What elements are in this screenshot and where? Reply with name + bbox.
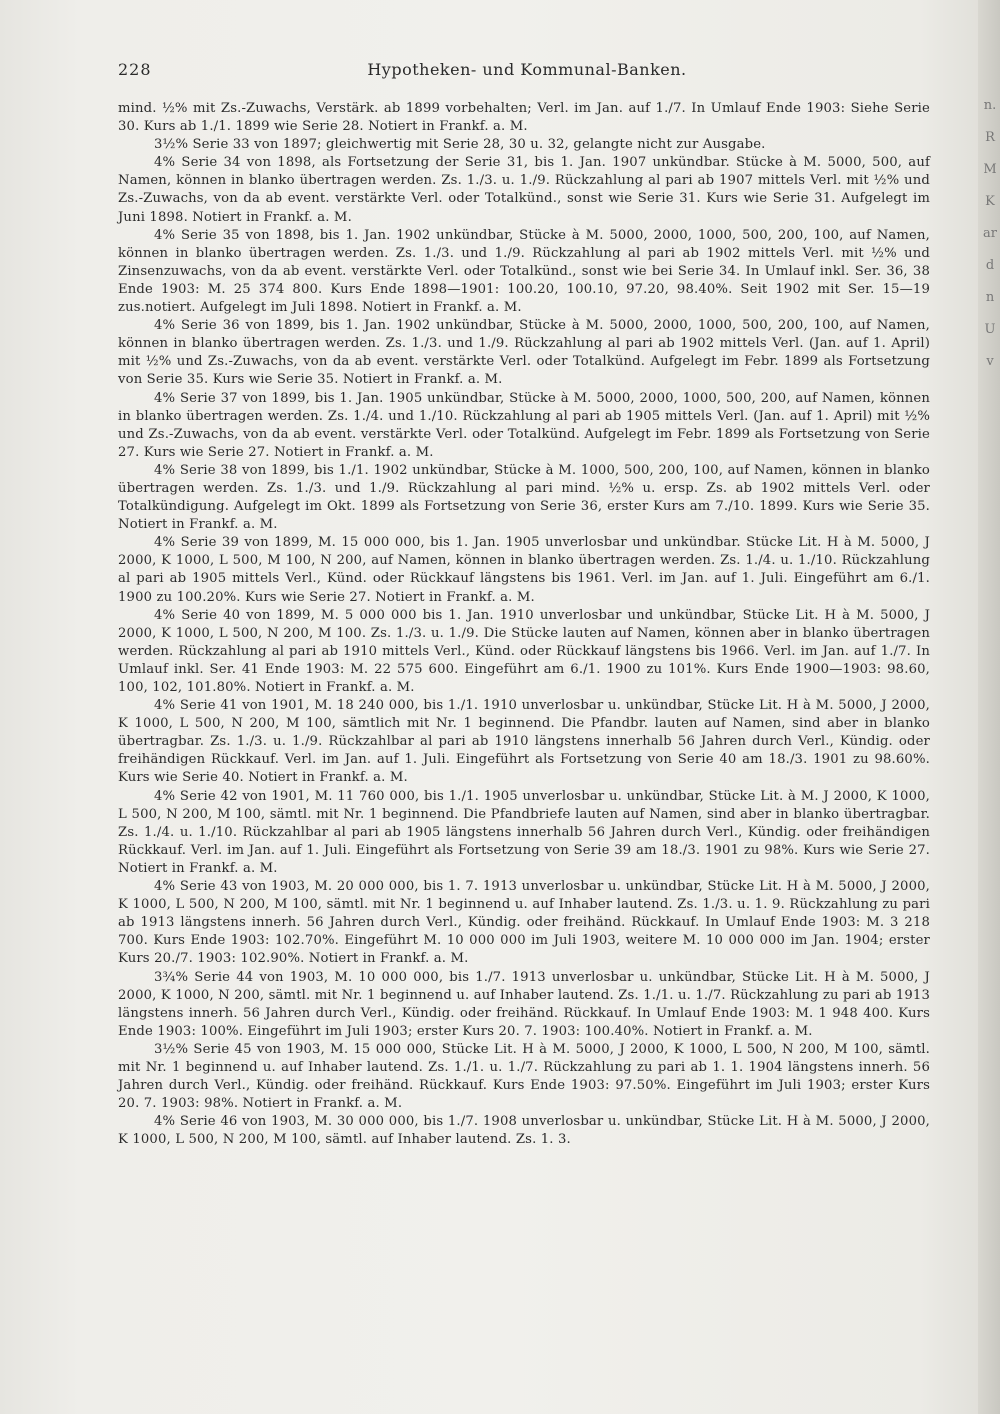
paragraph: 4% Serie 39 von 1899, M. 15 000 000, bis 1. Jan. 1905 unverlosbar und unkündbar. Stücke Lit. H à M. 5000, J 2000, K 1000, L 500, M 100, N 200, auf Namen, können in blanko übertragen werden. Zs. 1./4. u. 1./10. Rückzahlung al pari ab 1905 mittels Verl., Künd. oder Rückkauf längstens bis 1961. Verl. im Jan. auf 1. Juli. Eingeführt am 6./1. 1900 zu 100.20%. Kurs wie Serie 27. Notiert in Frankf. a. M. [118,535,930,605]
page-number: 228 [118,60,152,79]
paragraph: 4% Serie 41 von 1901, M. 18 240 000, bis 1./1. 1910 unverlosbar u. unkündbar, Stücke Lit. H à M. 5000, J 2000, K 1000, L 500, N 200, M 100, sämtlich mit Nr. 1 beginnend. Die Pfandbr. lauten auf Namen, sind aber in blanko übertragbar. Zs. 1./3. u. 1./9. Rückzahlbar al pari ab 1910 längstens innerhalb 56 Jahren durch Verl., Kündig. oder freihändigen Rückkauf. Verl. im Jan. auf 1. Juli. Eingeführt als Fortsetzung von Serie 40 am 18./3. 1901 zu 98.60%. Kurs wie Serie 40. Notiert in Frankf. a. M. [118,698,930,786]
page-header [118,60,936,86]
paragraph: 4% Serie 35 von 1898, bis 1. Jan. 1902 unkündbar, Stücke à M. 5000, 2000, 1000, 500, 200, 100, auf Namen, können in blanko übertragen werden. Zs. 1./3. und 1./9. Rückzahlung al pari ab 1902 mittels Verl. mit ½% und Zinsenzuwachs, von da ab event. verstärkte Verl. oder Totalkünd., sonst wie bei Serie 34. In Umlauf inkl. Ser. 36, 38 Ende 1903: M. 25 374 800. Kurs Ende 1898—1901: 100.20, 100.10, 97.20, 98.40%. Seit 1902 mit Ser. 15—19 zus.notiert. Aufgelegt im Juli 1898. Notiert in Frankf. a. M. [118,227,930,316]
edge-mark: M [983,162,997,177]
edge-mark: d [985,258,995,273]
paragraph: 4% Serie 34 von 1898, als Fortsetzung der Serie 31, bis 1. Jan. 1907 unkündbar. Stücke à M. 5000, 500, auf Namen, können in blanko übertragen werden. Zs. 1./3. u. 1./9. Rückzahlung al pari ab 1907 mittels Verl. mit ½% und Zs.-Zuwachs, von da ab event. verstärkte Verl. oder Totalkünd., sonst wie Serie 31. Kurs wie Serie 31. Aufgelegt im Juni 1898. Notiert in Frankf. a. M. [118,155,930,225]
paragraph: 4% Serie 37 von 1899, bis 1. Jan. 1905 unkündbar, Stücke à M. 5000, 2000, 1000, 500, 200, auf Namen, können in blanko übertragen werden. Zs. 1./4. und 1./10. Rückzahlung al pari ab 1905 mittels Verl. (Jan. auf 1. April) mit ½% und Zs.-Zuwachs, von da ab event. verstärkte Verl. oder Totalkünd. Aufgelegt im Febr. 1899 als Fortsetzung von Serie 27. Kurs wie Serie 27. Notiert in Frankf. a. M. [118,390,930,460]
edge-mark: ar [983,226,997,241]
paragraph: 4% Serie 46 von 1903, M. 30 000 000, bis 1./7. 1908 unverlosbar u. unkündbar, Stücke Lit. H à M. 5000, J 2000, K 1000, L 500, N 200, M 100, sämtl. auf Inhaber lautend. Zs. 1. 3. [118,1114,930,1148]
adjacent-page-edge [978,0,1000,1414]
paragraph: 3¾% Serie 44 von 1903, M. 10 000 000, bis 1./7. 1913 unverlosbar u. unkündbar, Stücke Lit. H à M. 5000, J 2000, K 1000, N 200, sämtl. mit Nr. 1 beginnend u. auf Inhaber lautend. Zs. 1./1. u. 1./7. Rückzahlung zu pari ab 1913 längstens innerh. 56 Jahren durch Verl., Kündig. oder freihänd. Rückkauf. In Umlauf Ende 1903: M. 1 948 400. Kurs Ende 1903: 100%. Eingeführt im Juli 1903; erster Kurs 20. 7. 1903: 100.40%. Notiert in Frankf. a. M. [118,969,930,1039]
paragraph: 3½% Serie 33 von 1897; gleichwertig mit Serie 28, 30 u. 32, gelangte nicht zur Ausgabe. [154,137,766,153]
edge-mark: U [984,322,996,337]
running-head: Hypotheken- und Kommunal-Banken. [367,60,687,79]
paragraph: 4% Serie 36 von 1899, bis 1. Jan. 1902 unkündbar, Stücke à M. 5000, 2000, 1000, 500, 200, 100, auf Namen, können in blanko übertragen werden. Zs. 1./3. und 1./9. Rückzahlung al pari ab 1902 mittels Verl. (Jan. auf 1. April) mit ½% und Zs.-Zuwachs, von da ab event. verstärkte Verl. oder Totalkünd. Aufgelegt im Febr. 1899 als Fortsetzung von Serie 35. Kurs wie Serie 35. Notiert in Frankf. a. M. [118,318,930,388]
edge-mark: n [985,290,995,305]
edge-mark: K [985,194,995,209]
paragraph: 4% Serie 42 von 1901, M. 11 760 000, bis 1./1. 1905 unverlosbar u. unkündbar, Stücke Lit. à M. J 2000, K 1000, L 500, N 200, M 100, sämtl. mit Nr. 1 beginnend. Die Pfandbriefe lauten auf Namen, sind aber in blanko übertragbar. Zs. 1./4. u. 1./10. Rückzahlbar al pari ab 1905 längstens innerhalb 56 Jahren durch Verl., Kündig. oder freihändigen Rückkauf. Verl. im Jan. auf 1. Juli. Eingeführt als Fortsetzung von Serie 39 am 18./3. 1901 zu 98%. Kurs wie Serie 27. Notiert in Frankf. a. M. [118,788,930,876]
edge-marks [982,95,998,383]
paragraph: 4% Serie 38 von 1899, bis 1./1. 1902 unkündbar, Stücke à M. 1000, 500, 200, 100, auf Namen, können in blanko übertragen werden. Zs. 1./3. und 1./9. Rückzahlung al pari mind. ½% u. ersp. Zs. ab 1902 mittels Verl. oder Totalkündigung. Aufgelegt im Okt. 1899 als Fortsetzung von Serie 36, erster Kurs am 7./10. 1899. Kurs wie Serie 35. Notiert in Frankf. a. M. [118,462,930,533]
edge-mark: v [986,354,994,369]
edge-mark: n. [983,98,997,113]
paragraph: 4% Serie 43 von 1903, M. 20 000 000, bis 1. 7. 1913 unverlosbar u. unkündbar, Stücke Lit. H à M. 5000, J 2000, K 1000, L 500, N 200, M 100, sämtl. mit Nr. 1 beginnend u. auf Inhaber lautend. Zs. 1./3. u. 1. 9. Rückzahlung zu pari ab 1913 längstens innerh. 56 Jahren durch Verl., Kündig. oder freihänd. Rückkauf. In Umlauf Ende 1903: M. 3 218 700. Kurs Ende 1903: 102.70%. Eingeführt M. 10 000 000 im Juli 1903, weitere M. 10 000 000 im Jan. 1904; erster Kurs 20./7. 1903: 102.90%. Notiert in Frankf. a. M. [118,879,930,967]
paragraph: mind. ½% mit Zs.-Zuwachs, Verstärk. ab 1899 vorbehalten; Verl. im Jan. auf 1./7. In Umlauf Ende 1903: Siehe Serie 30. Kurs ab 1./1. 1899 wie Serie 28. Notiert in Frankf. a. M. [118,101,930,135]
paragraph: 3½% Serie 45 von 1903, M. 15 000 000, Stücke Lit. H à M. 5000, J 2000, K 1000, L 500, N 200, M 100, sämtl. mit Nr. 1 beginnend u. auf Inhaber lautend. Zs. 1./1. u. 1./7. Rückzahlung zu pari ab 1. 1. 1904 längstens innerh. 56 Jahren durch Verl., Kündig. oder freihänd. Rückkauf. Kurs Ende 1903: 97.50%. Eingeführt im Juli 1903; erster Kurs 20. 7. 1903: 98%. Notiert in Frankf. a. M. [118,1041,930,1112]
edge-mark: R [985,130,995,145]
paragraph: 4% Serie 40 von 1899, M. 5 000 000 bis 1. Jan. 1910 unverlosbar und unkündbar, Stücke Lit. H à M. 5000, J 2000, K 1000, L 500, N 200, M 100. Zs. 1./3. u. 1./9. Die Stücke lauten auf Namen, können aber in blanko übertragen werden. Rückzahlung al pari ab 1910 mittels Verl., Künd. oder Rückkauf längstens bis 1966. Verl. im Jan. auf 1./7. In Umlauf inkl. Ser. 41 Ende 1903: M. 22 575 600. Eingeführt am 6./1. 1900 zu 101%. Kurs Ende 1900—1903: 98.60, 100, 102, 101.80%. Notiert in Frankf. a. M. [118,607,930,695]
body-text [118,100,930,1149]
